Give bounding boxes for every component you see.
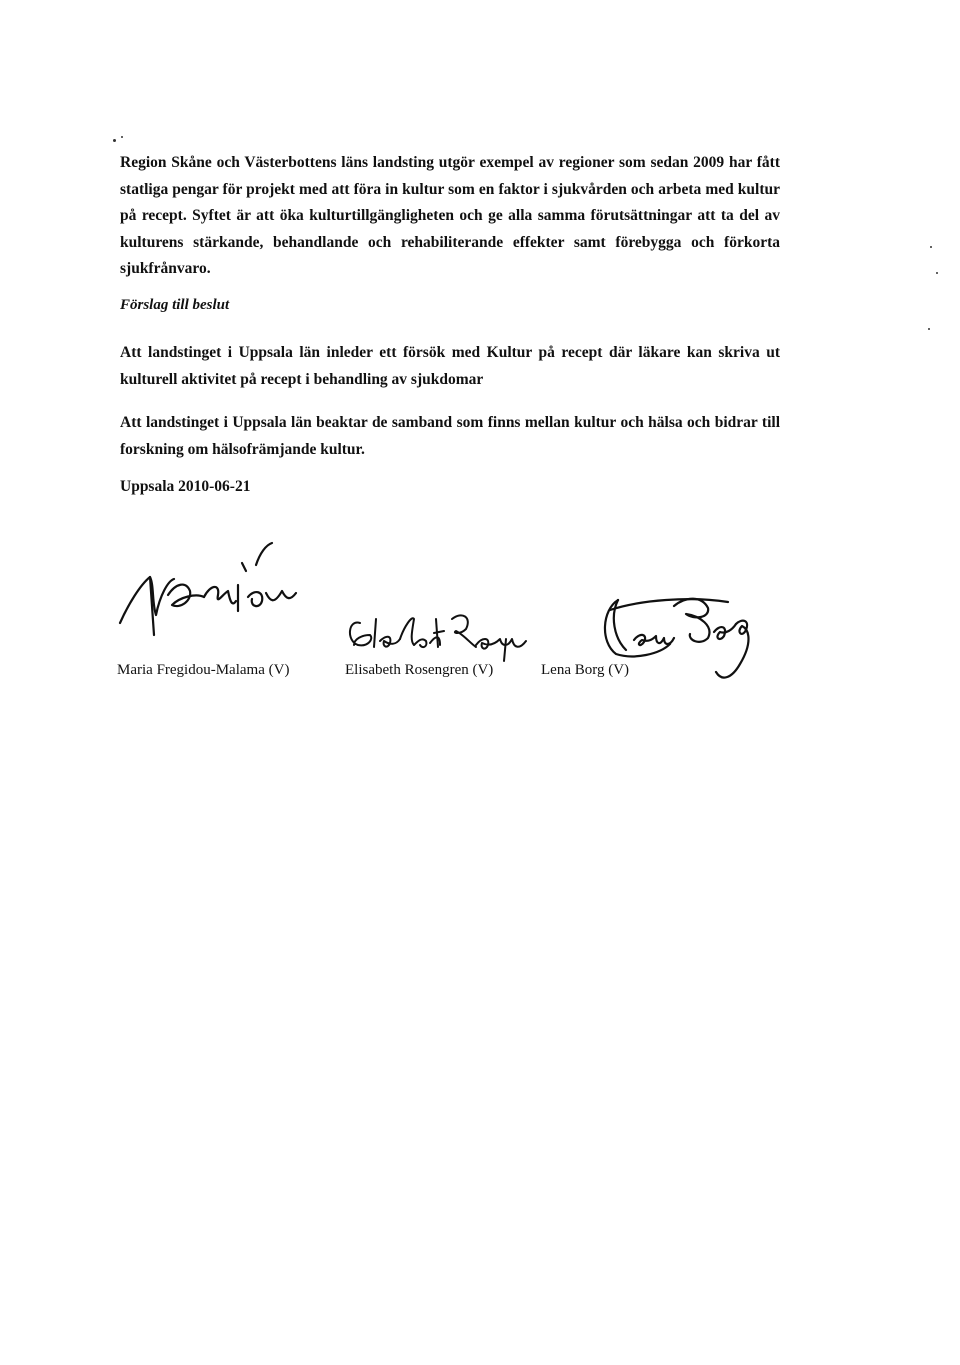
proposal-item: Att landstinget i Uppsala län inleder ett försök med Kultur på recept där läkare kan skriva ut kulturell aktivitet på recept i behandling av sjukdomar (120, 344, 780, 388)
scan-speck (936, 272, 938, 274)
intro-paragraph: Region Skåne och Västerbottens läns landsting utgör exempel av regioner som sedan 2009 har fått statliga pengar för projekt med att föra in kultur som en faktor i sjukvården och arbeta med kultur på recept. Syftet är att öka kulturtillgängligheten och ge alla samma förutsättningar att ta del av kulturens stärkande, behandlande och rehabiliterande effekter samt förebygga och förkorta sjukfrånvaro. (120, 154, 780, 277)
signature-maria-fregidou-malama (110, 535, 310, 645)
signatory-name: Elisabeth Rosengren (V) (345, 662, 494, 678)
proposal-heading: Förslag till beslut (120, 297, 230, 313)
signature-lena-borg (590, 580, 770, 700)
scan-speck (113, 139, 116, 142)
proposal-item: Att landstinget i Uppsala län beaktar de samband som finns mellan kultur och hälsa och bidrar till forskning om hälsofrämjande kultur. (120, 414, 780, 458)
scan-speck (121, 136, 123, 138)
scan-speck (930, 246, 932, 248)
signatory-name: Lena Borg (V) (541, 662, 630, 678)
scan-speck (928, 328, 930, 330)
place-date: Uppsala 2010-06-21 (120, 478, 251, 495)
signatory-name: Maria Fregidou-Malama (V) (117, 662, 290, 678)
